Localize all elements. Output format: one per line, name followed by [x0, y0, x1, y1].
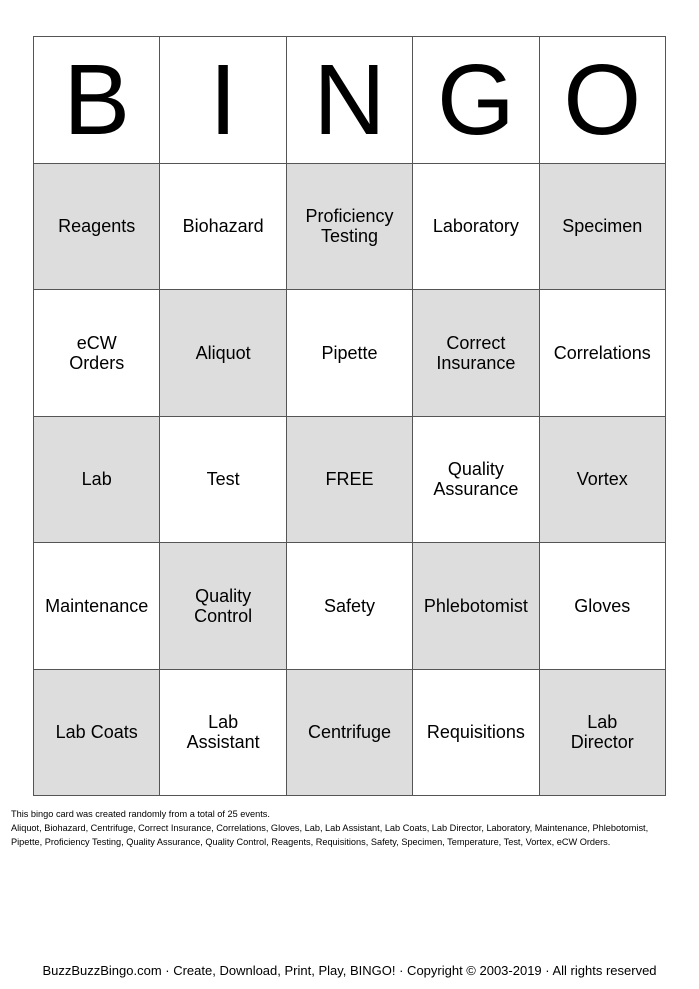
bingo-cell: [34, 670, 160, 797]
bingo-cell-label: Pipette: [321, 342, 378, 363]
bingo-cell-label: Maintenance: [45, 595, 149, 616]
bingo-cell: [413, 670, 539, 797]
bingo-cell: [287, 290, 413, 417]
bingo-cell-label: Lab: [81, 469, 112, 490]
bingo-cell-label: Phlebotomist: [423, 595, 528, 616]
note-events-line-2: Pipette, Proficiency Testing, Quality Assurance, Quality Control, Reagents, Requisitions, Safety, Specimen, Temperature, Test, Vortex, eCW Orders.: [11, 837, 611, 847]
bingo-cell-label: Lab Assistant: [186, 712, 260, 753]
header-letter-o: O: [540, 37, 666, 164]
note-events-line-1: Aliquot, Biohazard, Centrifuge, Correct Insurance, Correlations, Gloves, Lab, Lab Assistant, Lab Coats, Lab Director, Laboratory, Maintenance, Phlebotomist,: [11, 823, 649, 833]
bingo-cell-label: Aliquot: [195, 342, 251, 363]
free-space-label: FREE: [325, 469, 374, 490]
bingo-cell: [287, 670, 413, 797]
bingo-cell-label: Test: [206, 469, 240, 490]
header-letter-i: I: [160, 37, 286, 164]
copyright-footer: BuzzBuzzBingo.com · Create, Download, Print, Play, BINGO! · Copyright © 2003-2019 · All rights reserved: [42, 963, 657, 978]
bingo-cell: [160, 290, 286, 417]
bingo-cell: [287, 543, 413, 670]
bingo-cell: [413, 290, 539, 417]
bingo-cell: [160, 164, 286, 291]
bingo-cell-label: Requisitions: [426, 722, 525, 743]
header-letter-g: G: [413, 37, 539, 164]
bingo-cell: [34, 164, 160, 291]
bingo-cell-label: Gloves: [574, 595, 631, 616]
bingo-cell: [540, 290, 666, 417]
header-letter-b: B: [34, 37, 160, 164]
bingo-card: [33, 36, 666, 796]
bingo-cell-label: Proficiency Testing: [305, 206, 394, 247]
bingo-cell: [34, 417, 160, 544]
bingo-cell: [413, 164, 539, 291]
bingo-cell: [540, 543, 666, 670]
bingo-cell: [540, 670, 666, 797]
bingo-cell-label: Specimen: [562, 216, 643, 237]
bingo-cell-label: Laboratory: [432, 216, 519, 237]
bingo-cell: [34, 543, 160, 670]
bingo-cell-label: Quality Control: [194, 585, 253, 626]
bingo-cell: [540, 164, 666, 291]
bingo-cell-label: Lab Director: [570, 712, 634, 753]
card-info-note: [11, 807, 691, 849]
bingo-cell: [413, 543, 539, 670]
header-letter-n: N: [287, 37, 413, 164]
bingo-cell-label: Quality Assurance: [433, 459, 519, 500]
bingo-cell-label: Correlations: [553, 342, 651, 363]
bingo-cell-label: Lab Coats: [55, 722, 138, 743]
bingo-cell: [287, 164, 413, 291]
note-summary-line: This bingo card was created randomly from a total of 25 events.: [11, 809, 270, 819]
bingo-cell-label: Centrifuge: [307, 722, 392, 743]
bingo-cell: [160, 543, 286, 670]
bingo-cell-label: Reagents: [58, 216, 136, 237]
bingo-cell-label: Biohazard: [182, 216, 264, 237]
free-space-cell: [287, 417, 413, 544]
bingo-cell: [413, 417, 539, 544]
bingo-cell: [34, 290, 160, 417]
bingo-cell: [540, 417, 666, 544]
bingo-cell: [160, 417, 286, 544]
bingo-cell-label: Safety: [323, 595, 375, 616]
bingo-cell-label: eCW Orders: [69, 332, 125, 373]
bingo-cell-label: Correct Insurance: [436, 332, 516, 373]
bingo-cell: [160, 670, 286, 797]
bingo-cell-label: Vortex: [576, 469, 628, 490]
